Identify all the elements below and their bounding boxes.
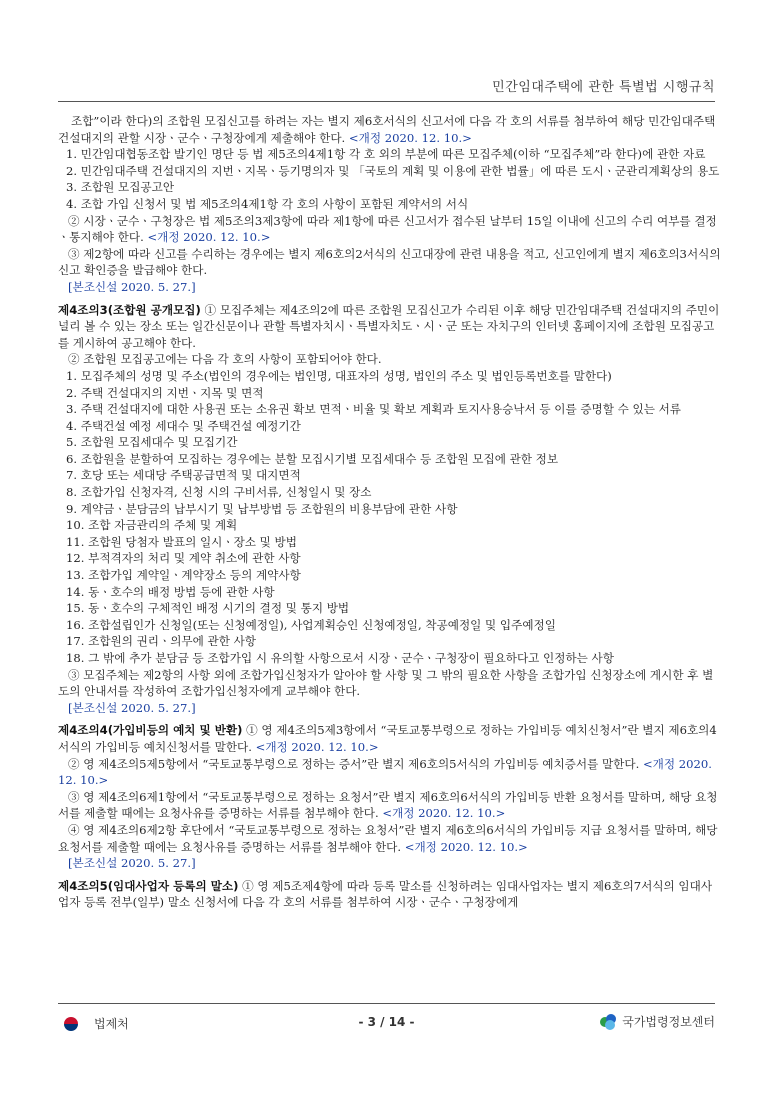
paragraph: ④ 영 제4조의6제2항 후단에서 “국토교통부령으로 정하는 요청서”란 별지 제6호의6서식의 가입비등 지급 요청서를 말하며, 해당 요청서를 제출할 때에는 요청사유를 증명하는 서류를 첨부해야 한다. <개정 2020. 12. 10.> [58,822,718,854]
paragraph: ③ 모집주체는 제2항의 사항 외에 조합가입신청자가 알아야 할 사항 및 그 밖의 필요한 사항을 조합가입 신청장소에 게시한 후 별도의 안내서를 작성하여 조합가입신청자에게 교부해야 한다. [58,667,714,699]
list-item: 14. 동ㆍ호수의 배정 방법 등에 관한 사항 [66,584,275,599]
law-center-logo-icon [600,1014,616,1030]
list-item: 1. 민간임대협동조합 발기인 명단 등 법 제5조의4제1항 각 호 외의 부분에 따른 모집주체(이하 “모집주체”라 한다)에 관한 자료 [66,147,706,162]
list-item: 2. 주택 건설대지의 지번ㆍ지목 및 면적 [66,385,264,400]
amendment-note: <개정 2020. 12. 10.> [404,839,528,854]
list-item: 10. 조합 자금관리의 주체 및 계획 [66,518,238,533]
footer-divider [58,1003,715,1004]
list-item: 15. 동ㆍ호수의 구체적인 배정 시기의 결정 및 통지 방법 [66,601,350,616]
paragraph: ② 영 제4조의5제5항에서 “국토교통부령으로 정하는 증서”란 별지 제6호의5서식의 가입비등 예치증서를 말한다. <개정 2020. 12. 10.> [58,756,712,788]
amendment-note: <개정 2020. 12. 10.> [147,230,271,245]
paragraph: ③ 제2항에 따라 신고를 수리하는 경우에는 별지 제6호의2서식의 신고대장에 관련 내용을 적고, 신고인에게 별지 제6호의3서식의 신고 확인증을 발급해야 한다. [58,246,721,278]
paragraph: ② 조합원 모집공고에는 다음 각 호의 사항이 포함되어야 한다. [68,352,382,367]
history-note: [본조신설 2020. 5. 27.] [68,279,196,294]
article-title: 제4조의3(조합원 공개모집) [58,302,201,317]
list-item: 12. 부적격자의 처리 및 계약 취소에 관한 사항 [66,551,301,566]
footer-left-label: 법제처 [94,1017,129,1031]
list-item: 6. 조합원을 분할하여 모집하는 경우에는 분할 모집시기별 모집세대수 등 조합원 모집에 관한 정보 [66,451,559,466]
footer-right [600,1013,715,1030]
amendment-note: <개정 2020. 12. 10.> [382,806,506,821]
amendment-note: <개정 2020. 12. 10.> [348,130,472,145]
footer-right-label: 국가법령정보센터 [622,1015,715,1029]
list-item: 16. 조합설립인가 신청일(또는 신청예정일), 사업계획승인 신청예정일, 착공예정일 및 입주예정일 [66,617,556,632]
document-header-title: 민간임대주택에 관한 특별법 시행규칙 [492,80,715,95]
list-item: 1. 모집주체의 성명 및 주소(법인의 경우에는 법인명, 대표자의 성명, 법인의 주소 및 법인등록번호를 말한다) [66,368,612,383]
list-item: 8. 조합가입 신청자격, 신청 시의 구비서류, 신청일시 및 장소 [66,485,372,500]
list-item: 13. 조합가입 계약일ㆍ계약장소 등의 계약사항 [66,568,301,583]
article: 제4조의5(임대사업자 등록의 말소) ① 영 제5조제4항에 따라 등록 말소를 신청하려는 임대사업자는 별지 제6호의7서식의 임대사업자 등록 전부(일부) 말소 신청서에 다음 각 호의 서류를 첨부하여 시장ㆍ군수ㆍ구청장에게 [58,878,713,910]
article-title: 제4조의5(임대사업자 등록의 말소) [58,878,239,893]
list-item: 11. 조합원 당첨자 발표의 일시ㆍ장소 및 방법 [66,534,297,549]
list-item: 18. 그 밖에 추가 분담금 등 조합가입 시 유의할 사항으로서 시장ㆍ군수ㆍ구청장이 필요하다고 인정하는 사항 [66,651,614,665]
list-item: 5. 조합원 모집세대수 및 모집기간 [66,435,238,450]
article: 제4조의4(가입비등의 예치 및 반환) ① 영 제4조의5제3항에서 “국토교통부령으로 정하는 가입비등 예치신청서”란 별지 제6호의4서식의 가입비등 예치신청서를 말한다. <개정 2020. 12. 10.> [58,723,717,754]
page-number: - 3 / 14 - [358,1015,415,1029]
list-item: 4. 주택건설 예정 세대수 및 주택건설 예정기간 [66,418,301,433]
amendment-note: <개정 2020. 12. 10.> [58,756,712,788]
list-item: 4. 조합 가입 신청서 및 법 제5조의4제1항 각 호의 사항이 포함된 계약서의 서식 [66,196,469,211]
article: 제4조의3(조합원 공개모집) ① 모집주체는 제4조의2에 따른 조합원 모집신고가 수리된 이후 해당 민간임대주택 건설대지의 주민이 널리 볼 수 있는 장소 또는 일간신문이나 관할 특별자치시ㆍ특별자치도ㆍ시ㆍ군 또는 자치구의 인터넷 홈페이지에 조합원 모집공고를 게시하여 공고해야 한다. [58,302,720,350]
document-body [58,113,723,911]
paragraph: 조합”이라 한다)의 조합원 모집신고를 하려는 자는 별지 제6호서식의 신고서에 다음 각 호의 서류를 첨부하여 해당 민간임대주택 건설대지의 관할 시장ㆍ군수ㆍ구청장에게 제출해야 한다. <개정 2020. 12. 10.> [58,114,716,145]
paragraph: ② 시장ㆍ군수ㆍ구청장은 법 제5조의3제3항에 따라 제1항에 따른 신고서가 접수된 날부터 15일 이내에 신고의 수리 여부를 결정ㆍ통지해야 한다. <개정 2020. 12. 10.> [58,213,717,245]
list-item: 17. 조합원의 권리ㆍ의무에 관한 사항 [66,634,256,649]
history-note: [본조신설 2020. 5. 27.] [68,856,196,871]
header-divider [58,101,715,102]
history-note: [본조신설 2020. 5. 27.] [68,700,196,715]
list-item: 2. 민간임대주택 건설대지의 지번ㆍ지목ㆍ등기명의자 및 「국토의 계획 및 이용에 관한 법률」에 따른 도시ㆍ군관리계획상의 용도 [66,163,720,178]
article-title: 제4조의4(가입비등의 예치 및 반환) [58,723,243,738]
list-item: 3. 조합원 모집공고안 [66,180,175,195]
list-item: 3. 주택 건설대지에 대한 사용권 또는 소유권 확보 면적ㆍ비율 및 확보 계획과 토지사용승낙서 등 이를 증명할 수 있는 서류 [66,402,681,417]
amendment-note: <개정 2020. 12. 10.> [255,739,379,754]
paragraph: ③ 영 제4조의6제1항에서 “국토교통부령으로 정하는 요청서”란 별지 제6호의6서식의 가입비등 반환 요청서를 말하며, 해당 요청서를 제출할 때에는 요청사유를 증명하는 서류를 첨부해야 한다. <개정 2020. 12. 10.> [58,789,718,821]
list-item: 9. 계약금ㆍ분담금의 납부시기 및 납부방법 등 조합원의 비용부담에 관한 사항 [66,501,458,516]
list-item: 7. 호당 또는 세대당 주택공급면적 및 대지면적 [66,468,301,483]
